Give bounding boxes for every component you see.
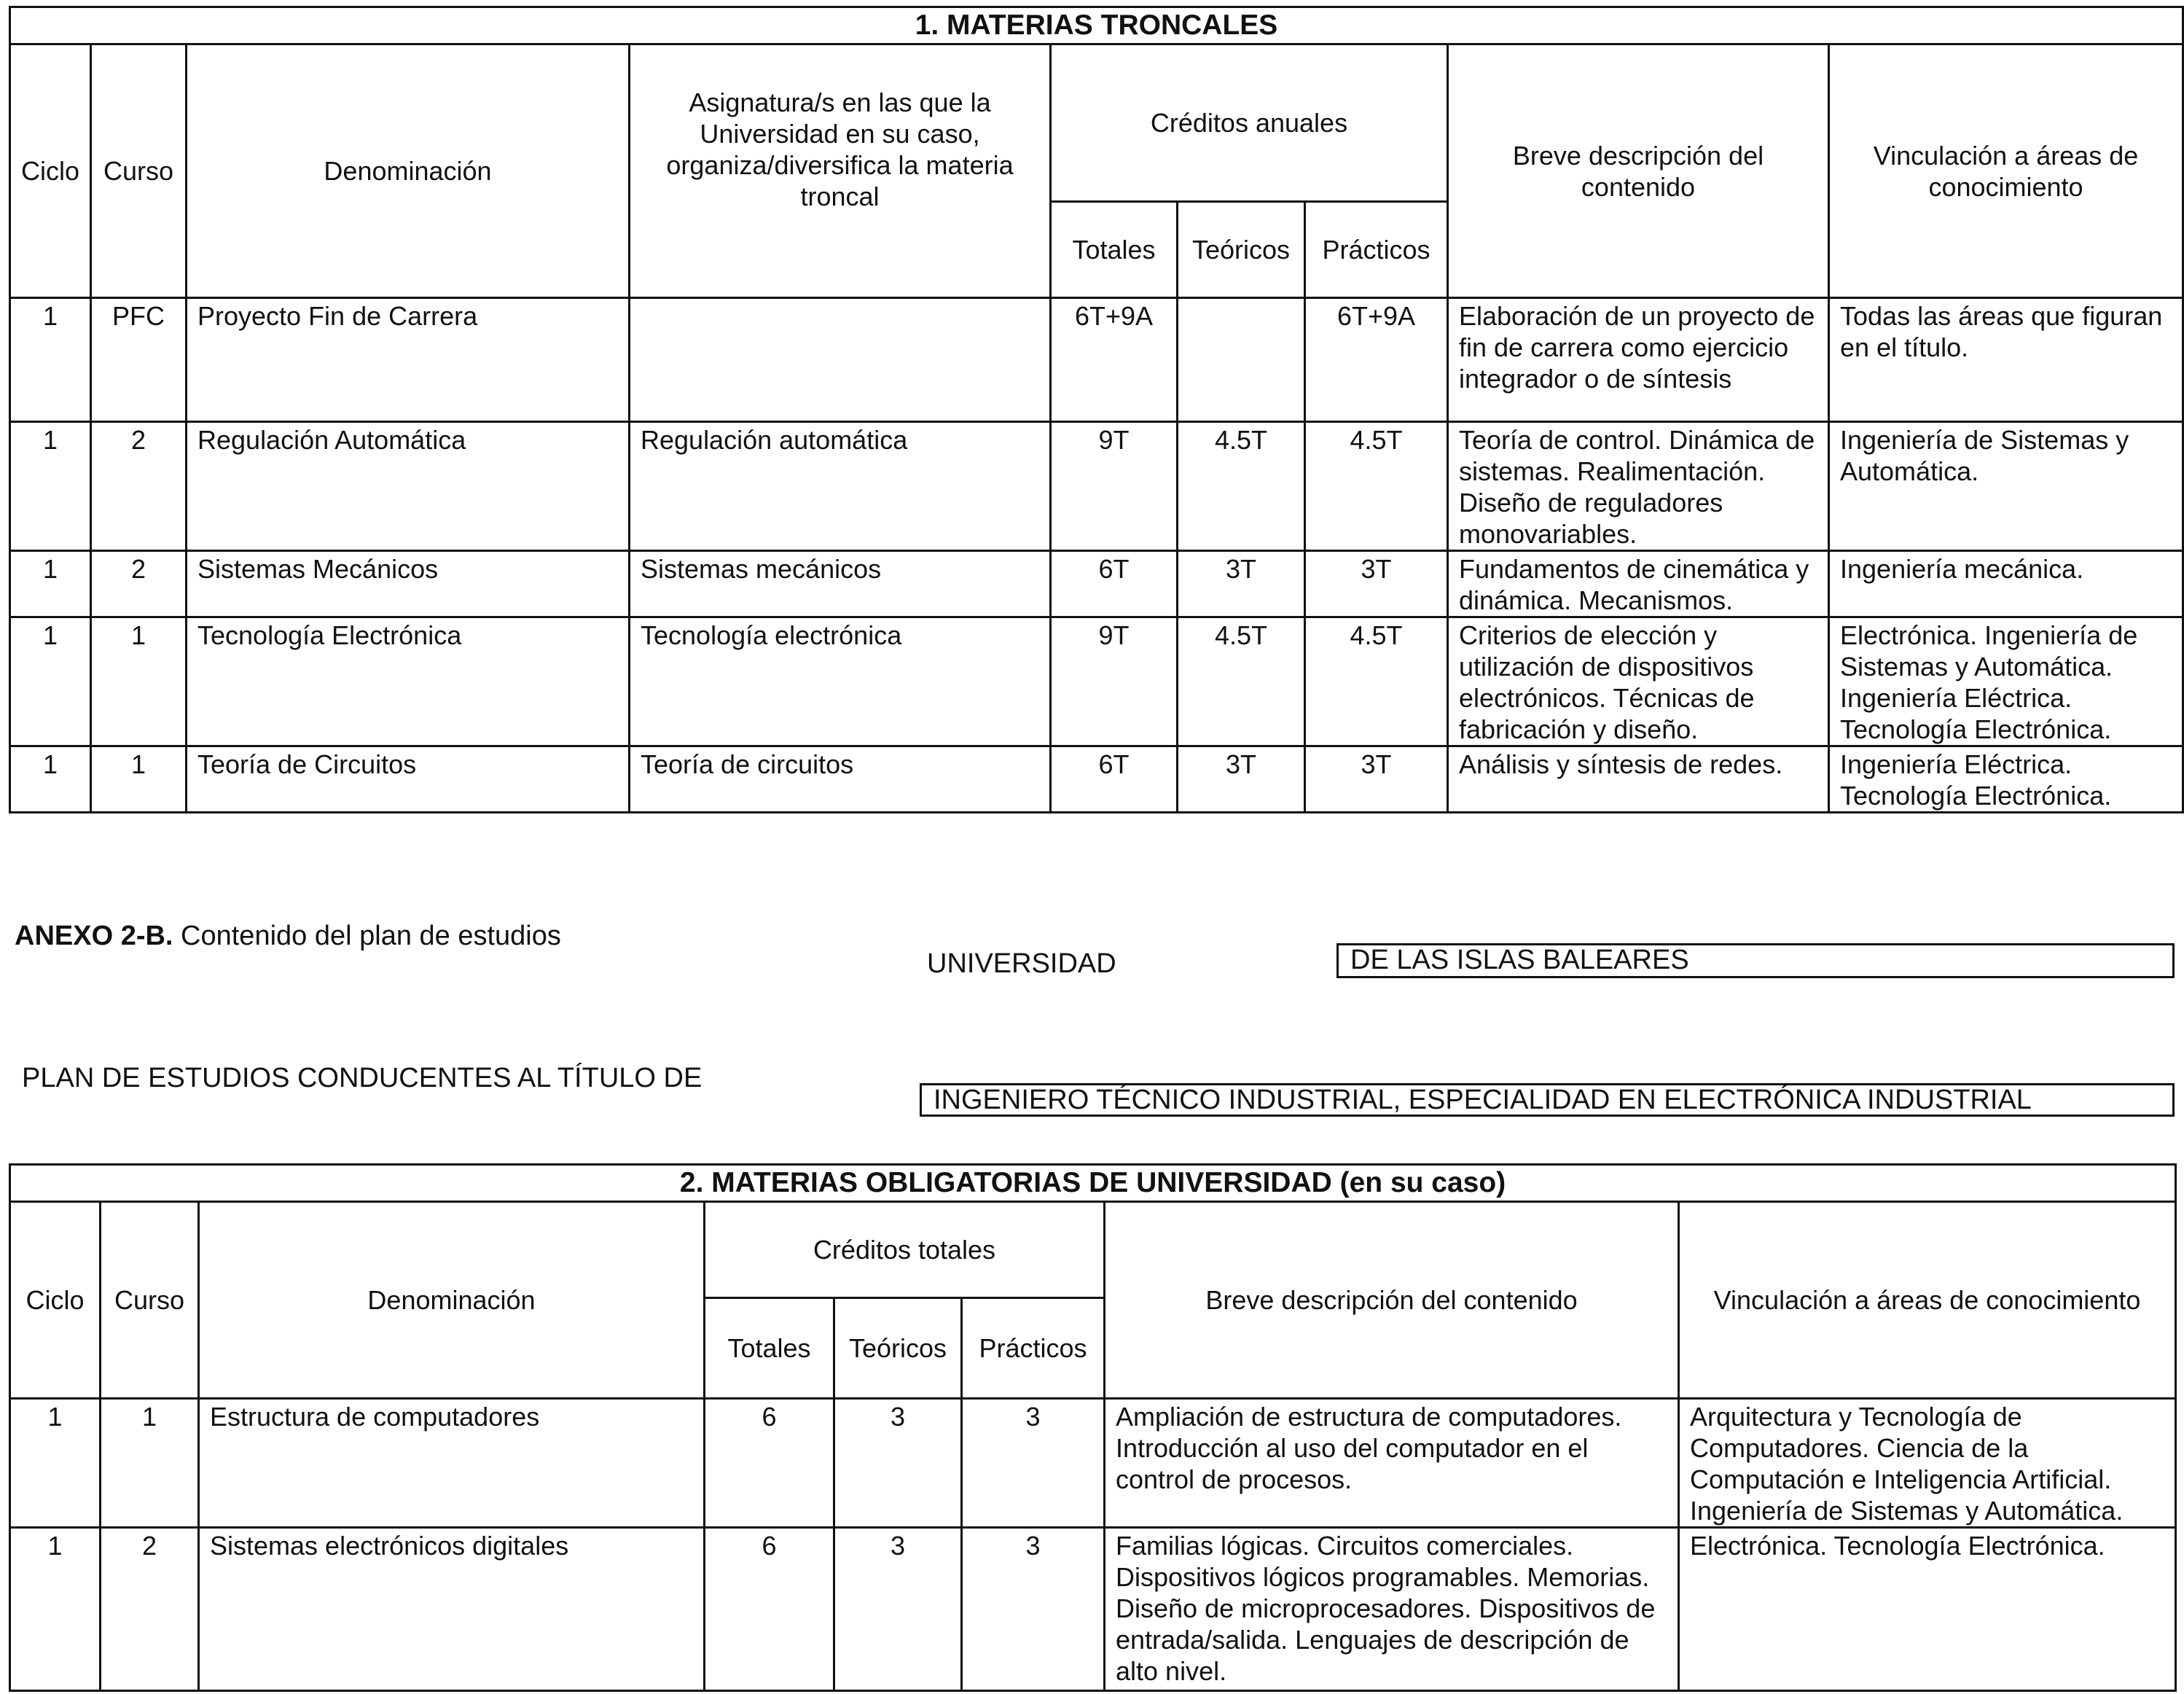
table-row — [10, 746, 2183, 813]
header-ciclo: Ciclo — [10, 44, 91, 298]
header2-totales: Totales — [705, 1298, 834, 1399]
header2-descripcion: Breve descripción del contenido — [1105, 1202, 1679, 1399]
cell-ciclo: 1 — [10, 617, 91, 746]
table-row — [10, 617, 2183, 746]
header-curso: Curso — [91, 44, 187, 298]
cell-vinculacion: Ingeniería de Sistemas y Automática. — [1829, 422, 2183, 551]
cell-denominacion: Tecnología Electrónica — [187, 617, 630, 746]
cell-vinculacion: Ingeniería Eléctrica. Tecnología Electrónica. — [1829, 746, 2183, 813]
header-descripcion: Breve descripción del contenido — [1448, 44, 1829, 298]
cell-curso: 2 — [91, 422, 187, 551]
cell-denominacion: Sistemas Mecánicos — [187, 551, 630, 617]
header-creditos-anuales: Créditos anuales — [1051, 44, 1448, 202]
cell-denominacion: Proyecto Fin de Carrera — [187, 298, 630, 422]
cell-teoricos: 3 — [834, 1399, 962, 1528]
header2-practicos: Prácticos — [962, 1298, 1105, 1399]
cell-curso: 1 — [91, 617, 187, 746]
cell-curso: 2 — [101, 1528, 199, 1691]
table-row — [10, 422, 2183, 551]
cell-curso: 2 — [91, 551, 187, 617]
header2-creditos-totales: Créditos totales — [705, 1202, 1105, 1298]
cell-practicos: 3T — [1305, 551, 1448, 617]
annex-label — [15, 920, 561, 952]
header-practicos: Prácticos — [1305, 202, 1448, 298]
table-row — [10, 551, 2183, 617]
cell-practicos: 3 — [962, 1528, 1105, 1691]
header2-ciclo: Ciclo — [10, 1202, 101, 1399]
cell-teoricos: 4.5T — [1178, 617, 1305, 746]
header2-curso: Curso — [101, 1202, 199, 1399]
cell-ciclo: 1 — [10, 1528, 101, 1691]
header2-denominacion: Denominación — [199, 1202, 705, 1399]
table-row — [10, 298, 2183, 422]
cell-totales: 6 — [705, 1399, 834, 1528]
cell-asignatura: Teoría de circuitos — [630, 746, 1051, 813]
cell-vinculacion: Electrónica. Ingeniería de Sistemas y Automática. Ingeniería Eléctrica. Tecnología Electrónica. — [1829, 617, 2183, 746]
cell-ciclo: 1 — [10, 1399, 101, 1528]
cell-teoricos: 4.5T — [1178, 422, 1305, 551]
cell-asignatura — [630, 298, 1051, 422]
cell-teoricos — [1178, 298, 1305, 422]
header2-vinculacion: Vinculación a áreas de conocimiento — [1679, 1202, 2176, 1399]
header-teoricos: Teóricos — [1178, 202, 1305, 298]
header-totales: Totales — [1051, 202, 1178, 298]
cell-vinculacion: Electrónica. Tecnología Electrónica. — [1679, 1528, 2176, 1691]
cell-curso: 1 — [91, 746, 187, 813]
header2-teoricos: Teóricos — [834, 1298, 962, 1399]
cell-teoricos: 3 — [834, 1528, 962, 1691]
header-asignaturas: Asignatura/s en las que la Universidad en su caso, organiza/diversifica la materia troncal — [630, 44, 1051, 298]
table-row — [10, 1528, 2176, 1691]
cell-descripcion: Teoría de control. Dinámica de sistemas. Realimentación. Diseño de reguladores monovariables. — [1448, 422, 1829, 551]
cell-teoricos: 3T — [1178, 551, 1305, 617]
cell-denominacion: Regulación Automática — [187, 422, 630, 551]
cell-curso: PFC — [91, 298, 187, 422]
table2-title: 2. MATERIAS OBLIGATORIAS DE UNIVERSIDAD (en su caso) — [10, 1165, 2176, 1202]
cell-vinculacion: Ingeniería mecánica. — [1829, 551, 2183, 617]
header-vinculacion: Vinculación a áreas de conocimiento — [1829, 44, 2183, 298]
cell-totales: 6T — [1051, 746, 1178, 813]
cell-practicos: 6T+9A — [1305, 298, 1448, 422]
cell-totales: 6T+9A — [1051, 298, 1178, 422]
universidad-value-box: DE LAS ISLAS BALEARES — [1336, 943, 2175, 978]
cell-totales: 6 — [705, 1528, 834, 1691]
header-denominacion: Denominación — [187, 44, 630, 298]
cell-curso: 1 — [101, 1399, 199, 1528]
cell-descripcion: Ampliación de estructura de computadores. Introducción al uso del computador en el control de procesos. — [1105, 1399, 1679, 1528]
cell-teoricos: 3T — [1178, 746, 1305, 813]
cell-asignatura: Regulación automática — [630, 422, 1051, 551]
materias-obligatorias-table — [9, 1163, 2177, 1692]
cell-ciclo: 1 — [10, 551, 91, 617]
cell-vinculacion: Arquitectura y Tecnología de Computadores. Ciencia de la Computación e Inteligencia Artificial. Ingeniería de Sistemas y Automática. — [1679, 1399, 2176, 1528]
plan-label: PLAN DE ESTUDIOS CONDUCENTES AL TÍTULO DE — [22, 1063, 702, 1093]
cell-practicos: 3 — [962, 1399, 1105, 1528]
cell-totales: 9T — [1051, 617, 1178, 746]
cell-denominacion: Estructura de computadores — [199, 1399, 705, 1528]
cell-practicos: 4.5T — [1305, 422, 1448, 551]
table-row — [10, 1399, 2176, 1528]
cell-descripcion: Análisis y síntesis de redes. — [1448, 746, 1829, 813]
cell-practicos: 4.5T — [1305, 617, 1448, 746]
cell-asignatura: Sistemas mecánicos — [630, 551, 1051, 617]
cell-denominacion: Teoría de Circuitos — [187, 746, 630, 813]
cell-ciclo: 1 — [10, 422, 91, 551]
cell-totales: 6T — [1051, 551, 1178, 617]
cell-practicos: 3T — [1305, 746, 1448, 813]
annex-label-bold: ANEXO 2-B. — [15, 921, 173, 951]
universidad-label: UNIVERSIDAD — [927, 948, 1116, 979]
cell-ciclo: 1 — [10, 298, 91, 422]
materias-troncales-table — [9, 6, 2184, 813]
cell-denominacion: Sistemas electrónicos digitales — [199, 1528, 705, 1691]
cell-ciclo: 1 — [10, 746, 91, 813]
cell-asignatura: Tecnología electrónica — [630, 617, 1051, 746]
cell-descripcion: Criterios de elección y utilización de dispositivos electrónicos. Técnicas de fabricación y diseño. — [1448, 617, 1829, 746]
cell-totales: 9T — [1051, 422, 1178, 551]
cell-vinculacion: Todas las áreas que figuran en el título. — [1829, 298, 2183, 422]
cell-descripcion: Fundamentos de cinemática y dinámica. Mecanismos. — [1448, 551, 1829, 617]
plan-value-box: INGENIERO TÉCNICO INDUSTRIAL, ESPECIALIDAD EN ELECTRÓNICA INDUSTRIAL — [920, 1083, 2175, 1117]
cell-descripcion: Elaboración de un proyecto de fin de carrera como ejercicio integrador o de síntesis — [1448, 298, 1829, 422]
table1-title: 1. MATERIAS TRONCALES — [10, 7, 2183, 44]
annex-label-text: Contenido del plan de estudios — [173, 921, 561, 951]
cell-descripcion: Familias lógicas. Circuitos comerciales. Dispositivos lógicos programables. Memorias. Diseño de microprocesadores. Dispositivos de entrada/salida. Lenguajes de descripción de alto nivel. — [1105, 1528, 1679, 1691]
